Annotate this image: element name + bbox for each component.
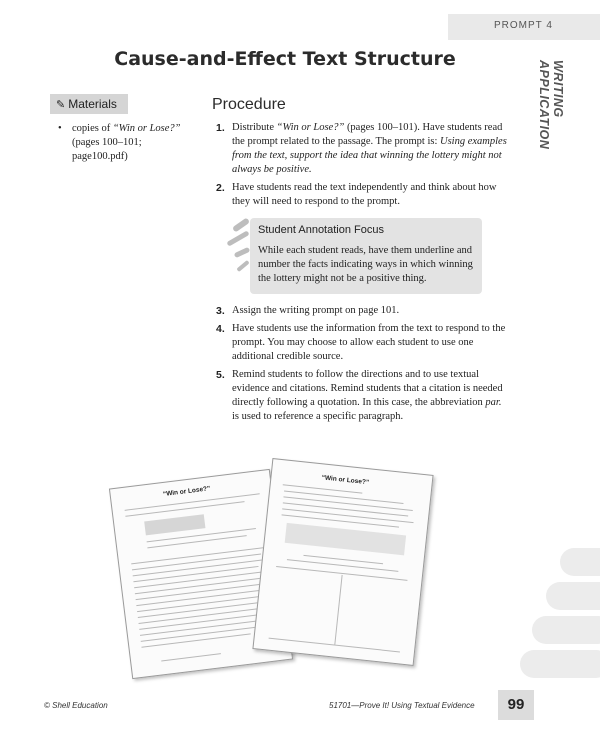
decorative-bar — [532, 616, 600, 644]
step-text: Remind students to follow the directions and to use textual evidence and citations. Remind students that a citation is needed directly following a quotation. In this case, the abbreviation — [232, 369, 503, 408]
procedure-step-4 — [212, 322, 508, 364]
materials-list — [58, 122, 198, 164]
materials-label-text: Materials — [68, 97, 117, 111]
section-label-text: WRITING APPLICATION — [537, 60, 565, 150]
procedure-step-5 — [212, 368, 508, 424]
materials-label — [50, 94, 128, 114]
procedure-step-1 — [212, 121, 508, 177]
book-reference: 51701—Prove It! Using Textual Evidence — [329, 701, 475, 710]
decorative-bar — [560, 548, 600, 576]
thumbnail-title: “Win or Lose?” — [162, 485, 211, 499]
thumbnail-title: “Win or Lose?” — [321, 474, 370, 487]
annotation-body: While each student reads, have them underline and number the facts indicating ways in which winning the lottery might not be a positive thing. — [258, 245, 473, 284]
copyright-text: © Shell Education — [44, 701, 108, 710]
page-title: Cause-and-Effect Text Structure — [114, 48, 456, 70]
annotation-title: Student Annotation Focus — [258, 224, 384, 236]
materials-title: “Win or Lose?” — [112, 123, 181, 134]
section-label — [537, 60, 565, 210]
procedure-steps-top — [212, 121, 508, 213]
procedure-step-2 — [212, 181, 508, 209]
decorative-bar — [546, 582, 600, 610]
step-text: is used to reference a specific paragraph. — [232, 411, 404, 422]
step-number: 4. — [216, 323, 225, 335]
brush-stroke — [226, 230, 249, 246]
brush-stroke — [234, 247, 251, 258]
page-number-box — [498, 690, 534, 720]
step-prompt: Using examples from the text, support the idea that winning the lottery might not always be positive. — [232, 136, 507, 175]
procedure-heading: Procedure — [212, 96, 286, 113]
brush-stroke — [236, 260, 249, 272]
step-text: Distribute — [232, 122, 277, 133]
step-text: (pages 100–101). Have students read the prompt related to the passage. The prompt is: — [232, 122, 503, 147]
list-item — [58, 122, 198, 164]
step-number: 3. — [216, 305, 225, 317]
bullet-icon: • — [58, 123, 62, 134]
step-number: 5. — [216, 369, 225, 381]
page-number: 99 — [507, 696, 525, 713]
annotation-box — [250, 218, 482, 294]
prompt-label: PROMPT 4 — [494, 20, 553, 31]
step-number: 1. — [216, 122, 225, 134]
step-text: Assign the writing prompt on page 101. — [232, 305, 400, 316]
pencil-icon: ✎ — [56, 99, 66, 111]
procedure-steps-bottom — [212, 304, 508, 428]
step-text: Have students read the text independently and think about how they will need to respond to the prompt. — [232, 182, 497, 207]
materials-suffix: (pages 100–101; page100.pdf) — [72, 137, 142, 162]
decorative-bar — [520, 650, 600, 678]
step-number: 2. — [216, 182, 225, 194]
prompt-tab — [448, 14, 600, 40]
step-text: Have students use the information from the text to respond to the prompt. You may choose to allow each student to use one additional credible source. — [232, 323, 506, 362]
step-title: “Win or Lose?” — [276, 122, 345, 133]
thumbnail-page-101 — [252, 458, 433, 666]
materials-prefix: copies of — [72, 123, 113, 134]
procedure-step-3 — [212, 304, 508, 318]
step-abbreviation: par. — [485, 397, 502, 408]
